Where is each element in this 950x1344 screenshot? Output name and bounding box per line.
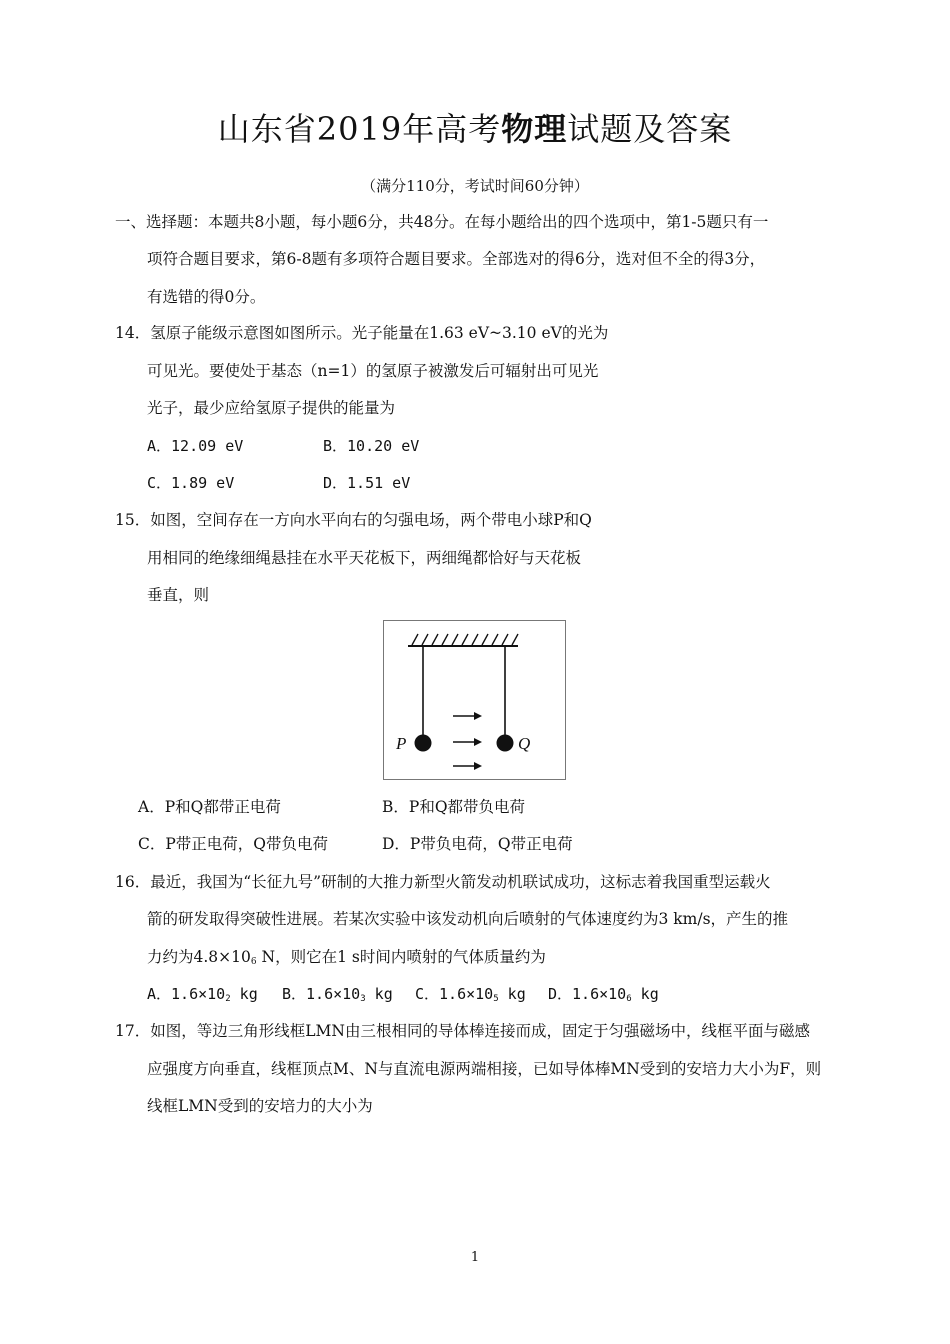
pendulum-diagram <box>384 621 565 779</box>
question-15-option-d: D．P带负电荷，Q带正电荷 <box>382 835 573 853</box>
text-part: C．1.6×10 <box>415 985 494 1003</box>
pendulum-field-figure <box>383 620 566 780</box>
title-part: 试题及答案 <box>567 110 733 148</box>
ceiling-hatch <box>412 634 518 645</box>
question-14-text: 14．氢原子能级示意图如图所示。光子能量在1.63 eV~3.10 eV的光为 <box>115 324 609 342</box>
question-16-text: 箭的研发取得突破性进展。若某次实验中该发动机向后喷射的气体速度约为3 km/s，产生的推 <box>147 910 789 928</box>
question-16-option-c <box>415 984 526 1009</box>
text-part: kg <box>230 985 258 1003</box>
label-p: P <box>396 734 407 753</box>
question-16-text <box>147 947 546 972</box>
question-16-option-d <box>548 984 659 1009</box>
title-bold-part: 物理 <box>501 110 568 148</box>
exponent: 2 <box>225 994 231 1004</box>
question-15-option-b: B．P和Q都带负电荷 <box>382 798 526 816</box>
text-part: kg <box>365 985 393 1003</box>
question-17-text: 17．如图，等边三角形线框LMN由三根相同的导体棒连接而成，固定于匀强磁场中，线框平面与磁感 <box>115 1022 810 1040</box>
question-15-text: 15．如图，空间存在一方向水平向右的匀强电场，两个带电小球P和Q <box>115 511 592 529</box>
section-instructions-line: 一、选择题：本题共8小题，每小题6分，共48分。在每小题给出的四个选项中，第1-5题只有一 <box>115 213 769 231</box>
question-14-option-a: A．12.09 eV <box>147 437 244 455</box>
field-arrows <box>453 712 482 770</box>
text-part: kg <box>498 985 526 1003</box>
question-14-text: 光子，最少应给氢原子提供的能量为 <box>147 399 396 417</box>
text-part: D．1.6×10 <box>548 985 627 1003</box>
question-17-text: 应强度方向垂直，线框顶点M、N与直流电源两端相接，已如导体棒MN受到的安培力大小为F，则 <box>147 1060 822 1078</box>
label-q: Q <box>518 734 531 753</box>
question-15-text: 用相同的绝缘细绳悬挂在水平天花板下，两细绳都恰好与天花板 <box>147 549 582 567</box>
question-16-text: 16．最近，我国为“长征九号”研制的大推力新型火箭发动机联试成功，这标志着我国重型运载火 <box>115 873 771 891</box>
question-14-text: 可见光。要使处于基态（n=1）的氢原子被激发后可辐射出可见光 <box>147 362 599 380</box>
exponent: 5 <box>493 994 499 1004</box>
text-part: A．1.6×10 <box>147 985 226 1003</box>
question-14-option-c: C．1.89 eV <box>147 474 235 492</box>
question-17-text: 线框LMN受到的安培力的大小为 <box>147 1097 373 1115</box>
text-part: N，则它在1 s时间内喷射的气体质量约为 <box>256 948 546 966</box>
page-number: 1 <box>470 1250 480 1265</box>
page-title <box>0 104 950 150</box>
question-15-text: 垂直，则 <box>147 586 210 604</box>
text-part: B．1.6×10 <box>282 985 361 1003</box>
exponent: 6 <box>626 994 632 1004</box>
question-15-option-a: A．P和Q都带正电荷 <box>138 798 281 816</box>
exponent: 6 <box>250 957 257 967</box>
ball-p <box>415 735 432 752</box>
question-14-option-d: D．1.51 eV <box>323 474 411 492</box>
section-instructions-line: 有选错的得0分。 <box>147 288 266 306</box>
exam-info: （满分110分，考试时间60分钟） <box>361 177 589 195</box>
question-15-option-c: C．P带正电荷，Q带负电荷 <box>138 835 328 853</box>
section-instructions-line: 项符合题目要求，第6-8题有多项符合题目要求。全部选对的得6分，选对但不全的得3分， <box>147 250 766 268</box>
text-part: 力约为4.8×10 <box>147 948 251 966</box>
text-part: kg <box>631 985 659 1003</box>
question-16-option-a <box>147 984 258 1009</box>
question-14-option-b: B．10.20 eV <box>323 437 420 455</box>
question-16-option-b <box>282 984 393 1009</box>
ball-q <box>497 735 514 752</box>
exponent: 3 <box>360 994 366 1004</box>
title-part: 山东省2019年高考 <box>217 110 502 148</box>
